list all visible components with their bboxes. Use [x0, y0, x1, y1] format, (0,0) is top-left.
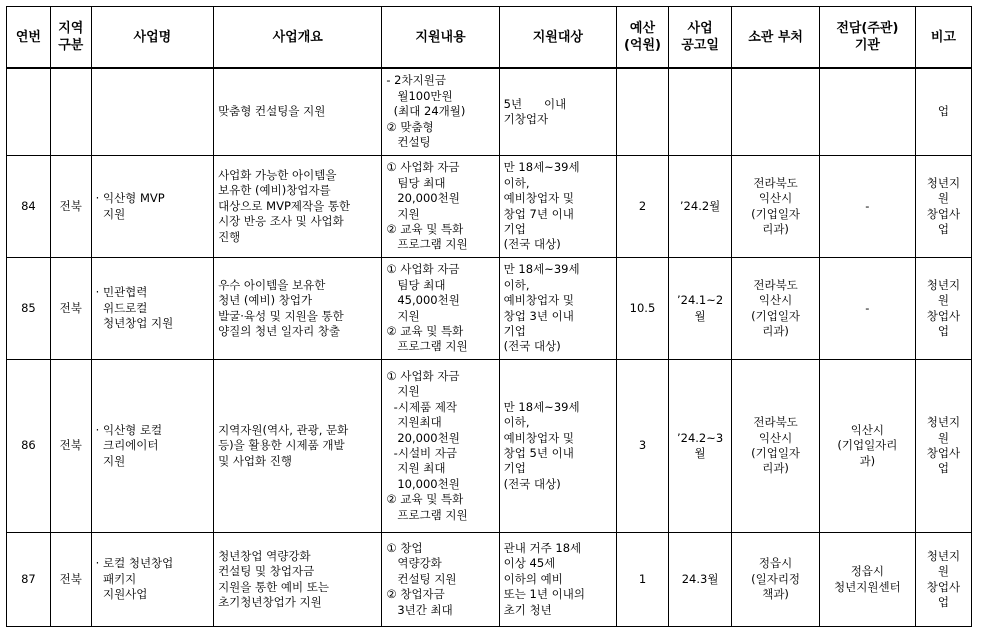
cell-target: 관내 거주 18세 이상 45세 이하의 예비 또는 1년 이내의 초기 청년 [499, 533, 616, 627]
table-row [7, 156, 972, 258]
cell-budget [616, 68, 668, 156]
cell-budget: 1 [616, 533, 668, 627]
header-no: 연번 [7, 7, 51, 69]
cell-date [668, 68, 731, 156]
header-note: 비고 [915, 7, 971, 69]
header-row [7, 7, 972, 69]
table-row [7, 360, 972, 533]
header-ministry: 소관 부처 [732, 7, 820, 69]
cell-date: ’24.2월 [668, 156, 731, 258]
cell-target: 만 18세~39세 이하, 예비창업자 및 창업 7년 이내 기업 (전국 대상) [499, 156, 616, 258]
cell-budget: 2 [616, 156, 668, 258]
cell-name: · 익산형 MVP 지원 [91, 156, 213, 258]
cell-note: 업 [915, 68, 971, 156]
header-summary: 사업개요 [214, 7, 382, 69]
header-region: 지역 구분 [50, 7, 91, 69]
cell-ministry: 정읍시 (일자리정 책과) [732, 533, 820, 627]
cell-name [91, 68, 213, 156]
cell-ministry [732, 68, 820, 156]
header-date: 사업 공고일 [668, 7, 731, 69]
support-program-table [6, 6, 972, 627]
header-budget: 예산 (억원) [616, 7, 668, 69]
cell-name: · 익산형 로컬 크리에이터 지원 [91, 360, 213, 533]
cell-no: 87 [7, 533, 51, 627]
cell-budget: 3 [616, 360, 668, 533]
cell-summary: 청년창업 역량강화 컨설팅 및 창업자금 지원을 통한 예비 또는 초기청년창업가 지원 [214, 533, 382, 627]
cell-ministry: 전라북도 익산시 (기업일자 리과) [732, 360, 820, 533]
cell-name: · 민관협력 위드로컬 청년창업 지원 [91, 258, 213, 360]
header-name: 사업명 [91, 7, 213, 69]
cell-summary: 우수 아이템을 보유한 청년 (예비) 창업가 발굴·육성 및 지원을 통한 양질의 청년 일자리 창출 [214, 258, 382, 360]
cell-note: 청년지 원 창업사 업 [915, 533, 971, 627]
cell-agency: 정읍시 청년지원센터 [819, 533, 915, 627]
header-target: 지원대상 [499, 7, 616, 69]
cell-budget: 10.5 [616, 258, 668, 360]
cell-ministry: 전라북도 익산시 (기업일자 리과) [732, 258, 820, 360]
cell-support: ① 사업화 자금 팀당 최대 20,000천원 지원 ② 교육 및 특화 프로그램 지원 [382, 156, 499, 258]
cell-target: 만 18세~39세 이하, 예비창업자 및 창업 3년 이내 기업 (전국 대상) [499, 258, 616, 360]
cell-no: 86 [7, 360, 51, 533]
cell-note: 청년지 원 창업사 업 [915, 258, 971, 360]
cell-note: 청년지 원 창업사 업 [915, 156, 971, 258]
cell-summary: 맞춤형 컨설팅을 지원 [214, 68, 382, 156]
cell-summary: 지역자원(역사, 관광, 문화 등)을 활용한 시제품 개발 및 사업화 진행 [214, 360, 382, 533]
header-support: 지원내용 [382, 7, 499, 69]
cell-support: ① 사업화 자금 지원 -시제품 제작 지원최대 20,000천원 -시설비 자금 지원 최대 10,000천원 ② 교육 및 특화 프로그램 지원 [382, 360, 499, 533]
cell-summary: 사업화 가능한 아이템을 보유한 (예비)창업자를 대상으로 MVP제작을 통한 시장 반응 조사 및 사업화 진행 [214, 156, 382, 258]
cell-no: 84 [7, 156, 51, 258]
cell-region: 전북 [50, 533, 91, 627]
cell-region: 전북 [50, 156, 91, 258]
cell-target: 만 18세~39세 이하, 예비창업자 및 창업 5년 이내 기업 (전국 대상) [499, 360, 616, 533]
cell-region: 전북 [50, 258, 91, 360]
cell-support: ① 창업 역량강화 컨설팅 지원 ② 창업자금 3년간 최대 [382, 533, 499, 627]
cell-support: - 2차지원금 월100만원 (최대 24개월) ② 맞춤형 컨설팅 [382, 68, 499, 156]
cell-date: ’24.2~3 월 [668, 360, 731, 533]
cell-agency: - [819, 258, 915, 360]
cell-region: 전북 [50, 360, 91, 533]
cell-region [50, 68, 91, 156]
cell-name: · 로컬 청년창업 패키지 지원사업 [91, 533, 213, 627]
cell-no [7, 68, 51, 156]
table-row [7, 533, 972, 627]
cell-agency: 익산시 (기업일자리 과) [819, 360, 915, 533]
cell-note: 청년지 원 창업사 업 [915, 360, 971, 533]
cell-ministry: 전라북도 익산시 (기업일자 리과) [732, 156, 820, 258]
cell-date: ’24.1~2 월 [668, 258, 731, 360]
cell-date: 24.3월 [668, 533, 731, 627]
cell-support: ① 사업화 자금 팀당 최대 45,000천원 지원 ② 교육 및 특화 프로그램 지원 [382, 258, 499, 360]
table-row [7, 258, 972, 360]
cell-agency [819, 68, 915, 156]
header-agency: 전담(주관) 기관 [819, 7, 915, 69]
cell-target: 5년 이내 기창업자 [499, 68, 616, 156]
cell-no: 85 [7, 258, 51, 360]
cell-agency: - [819, 156, 915, 258]
table-row [7, 68, 972, 156]
